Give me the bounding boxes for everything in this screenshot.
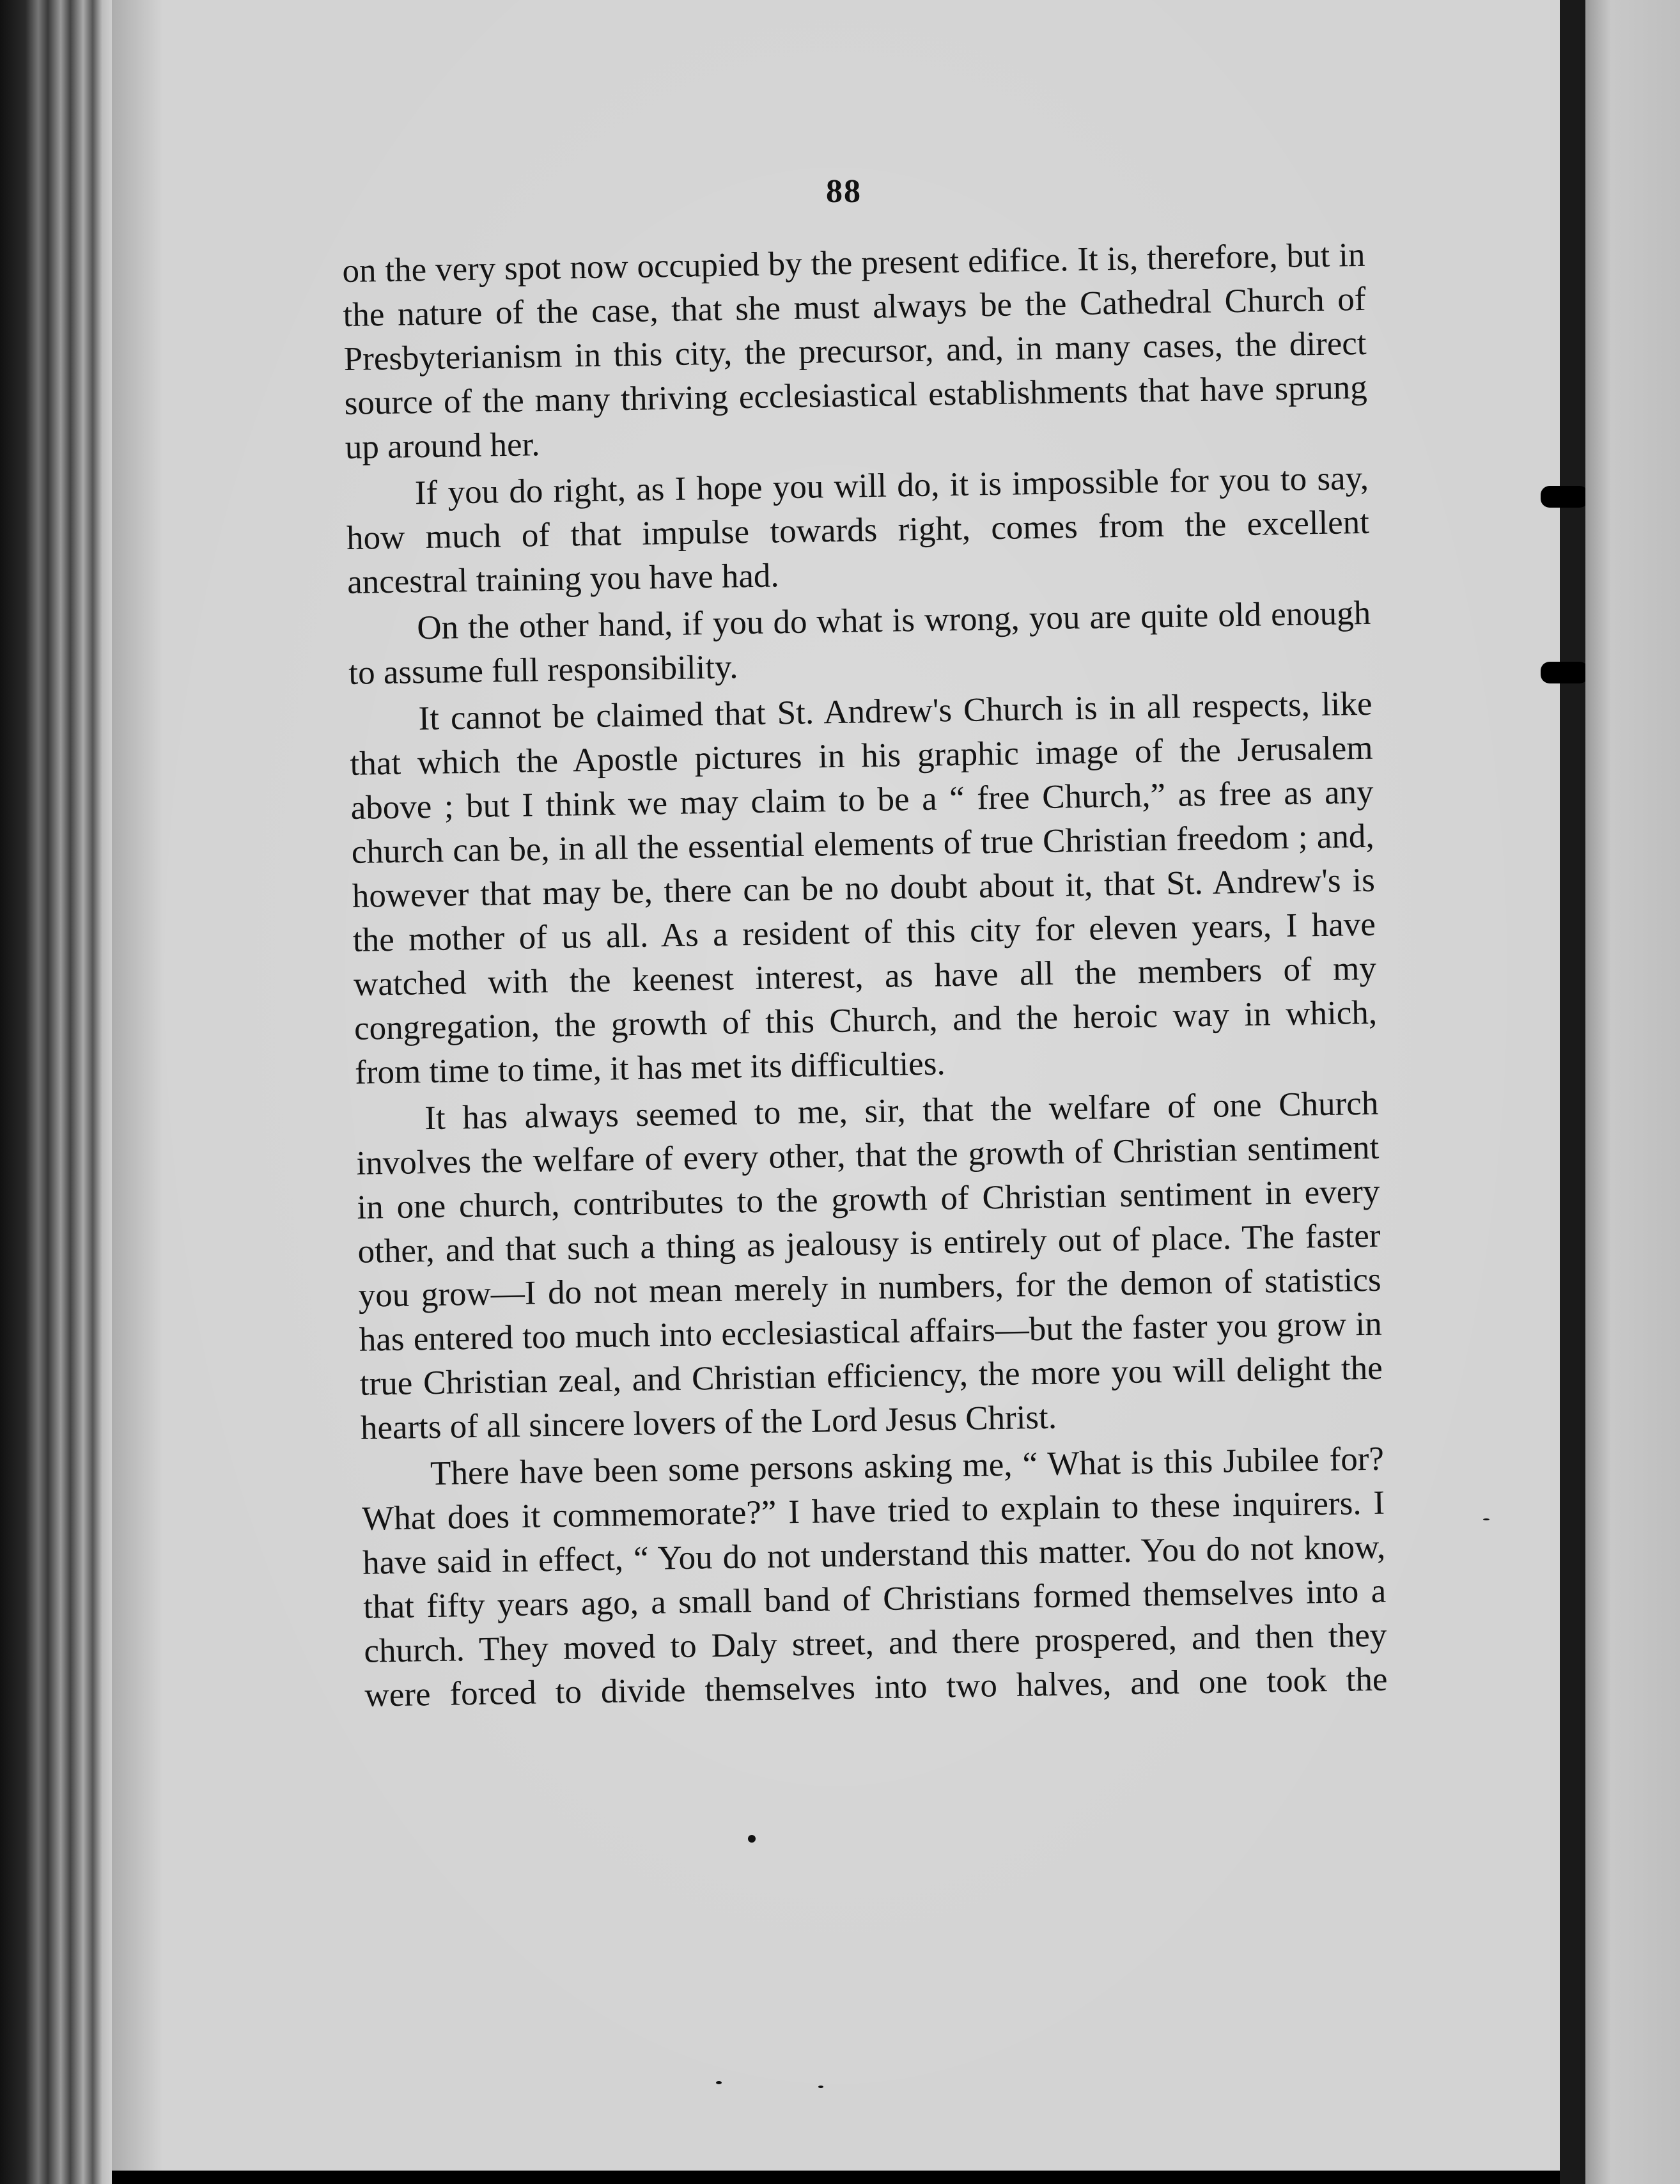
paragraph: If you do right, as I hope you will do, it is impossible for you to say, how much of that impulse towards right, comes from the excellent ancestral training you have had. [346,459,1370,601]
ink-speck [716,2081,722,2084]
ink-speck [818,2086,823,2088]
body-text [342,233,1388,1720]
paragraph: It has always seemed to me, sir, that the welfare of one Church involves the welfare of every other, that the growth of Christian sentiment in one church, contributes to the growth of Christian sentiment in every other, and that such a thing as jealousy is entirely out of place. The faster you grow—I do not mean merely in numbers, for the demon of statistics has entered too much into ecclesiastical affairs—but the faster you grow in true Christian zeal, and Christian efficiency, the more you will delight the hearts of all sincere lovers of the Lord Jesus Christ. [356,1084,1383,1447]
binding-clip-mark [1541,662,1589,683]
binding-clip-mark [1541,486,1589,508]
facing-page-edge [1585,0,1680,2184]
ink-speck [748,1835,756,1843]
paragraph: On the other hand, if you do what is wrong, you are quite old enough to assume full responsibility. [348,594,1371,692]
book-page-edges [0,0,112,2184]
paragraph: There have been some persons asking me, “ What is this Jubilee for? What does it commemorate?” I have tried to explain to these inquirers. I have said in effect, “ You do not understand this matter. You do not know, that fifty years ago, a small band of Christians formed themselves into a church. They moved to Daly street, and there prospered, and then they were forced to divide themselves into two halves, and one took the [361,1440,1388,1714]
paragraph: on the very spot now occupied by the present edifice. It is, therefore, but in the nature of the case, that she must always be the Cathedral Church of Presbyterianism in this city, the precursor, and, in many cases, the direct source of the many thriving ecclesiastical establishments that have sprung up around her. [342,236,1368,466]
paragraph: It cannot be claimed that St. Andrew's Church is in all respects, like that which the Apostle pictures in his graphic image of the Jerusalem above ; but I think we may claim to be a “ free Church,” as free as any church can be, in all the essential elements of true Christian freedom ; and, however that may be, there can be no doubt about it, that St. Andrew's is the mother of us all. As a resident of this city for eleven years, I have watched with the keenest interest, as have all the members of my congregation, the growth of this Church, and the heroic way in which, from time to time, it has met its difficulties. [350,685,1378,1091]
ink-speck [1483,1518,1489,1520]
book-gutter [1560,0,1585,2184]
page-number: 88 [826,173,862,210]
